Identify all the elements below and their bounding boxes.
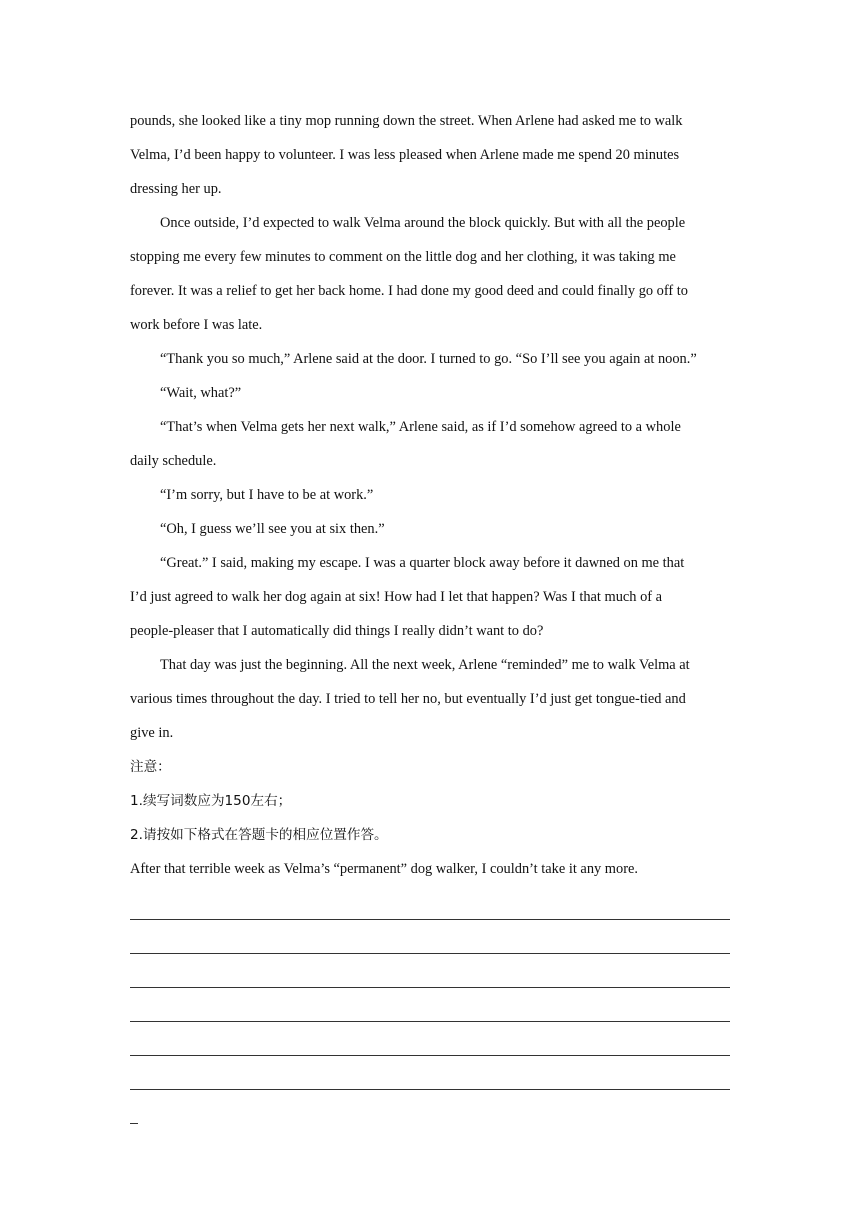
passage-line: “Great.” I said, making my escape. I was a quarter block away before it dawned on me that <box>160 555 685 571</box>
passage-line: work before I was late. <box>130 317 263 333</box>
passage-line: “I’m sorry, but I have to be at work.” <box>160 487 374 503</box>
passage-line: stopping me every few minutes to comment on the little dog and her clothing, it was taking me <box>130 249 676 265</box>
passage-line: dressing her up. <box>130 181 222 197</box>
answer-line[interactable] <box>130 1022 730 1056</box>
passage-line: “Wait, what?” <box>160 385 242 401</box>
document-page <box>130 104 730 1124</box>
passage-line: “Thank you so much,” Arlene said at the door. I turned to go. “So I’ll see you again at noon.” <box>160 351 697 367</box>
notes-title: 注意： <box>130 759 171 775</box>
answer-line[interactable] <box>130 954 730 988</box>
passage-line: Once outside, I’d expected to walk Velma around the block quickly. But with all the people <box>160 215 686 231</box>
answer-line[interactable] <box>130 1056 730 1090</box>
passage-line: “That’s when Velma gets her next walk,” Arlene said, as if I’d somehow agreed to a whole <box>160 419 681 435</box>
notes-item-word-count: 1.续写词数应为150左右； <box>130 793 292 809</box>
passage-line: people-pleaser that I automatically did things I really didn’t want to do? <box>130 623 544 639</box>
answer-line-end <box>130 1090 138 1124</box>
passage-line: I’d just agreed to walk her dog again at six! How had I let that happen? Was I that much of a <box>130 589 663 605</box>
answer-line[interactable] <box>130 886 730 920</box>
answer-line[interactable] <box>130 920 730 954</box>
passage-line: “Oh, I guess we’ll see you at six then.” <box>160 521 385 537</box>
passage-line: pounds, she looked like a tiny mop running down the street. When Arlene had asked me to walk <box>130 113 683 129</box>
answer-line[interactable] <box>130 988 730 1022</box>
notes-item-format: 2.请按如下格式在答题卡的相应位置作答。 <box>130 827 388 843</box>
passage-line: forever. It was a relief to get her back home. I had done my good deed and could finally go off to <box>130 283 688 299</box>
passage-line: various times throughout the day. I tried to tell her no, but eventually I’d just get tongue-tied and <box>130 691 686 707</box>
passage-line: Velma, I’d been happy to volunteer. I was less pleased when Arlene made me spend 20 minutes <box>130 147 680 163</box>
passage-line: daily schedule. <box>130 453 217 469</box>
continuation-prompt: After that terrible week as Velma’s “permanent” dog walker, I couldn’t take it any more. <box>130 861 638 877</box>
passage-line: give in. <box>130 725 174 741</box>
passage-line: That day was just the beginning. All the next week, Arlene “reminded” me to walk Velma at <box>160 657 690 673</box>
